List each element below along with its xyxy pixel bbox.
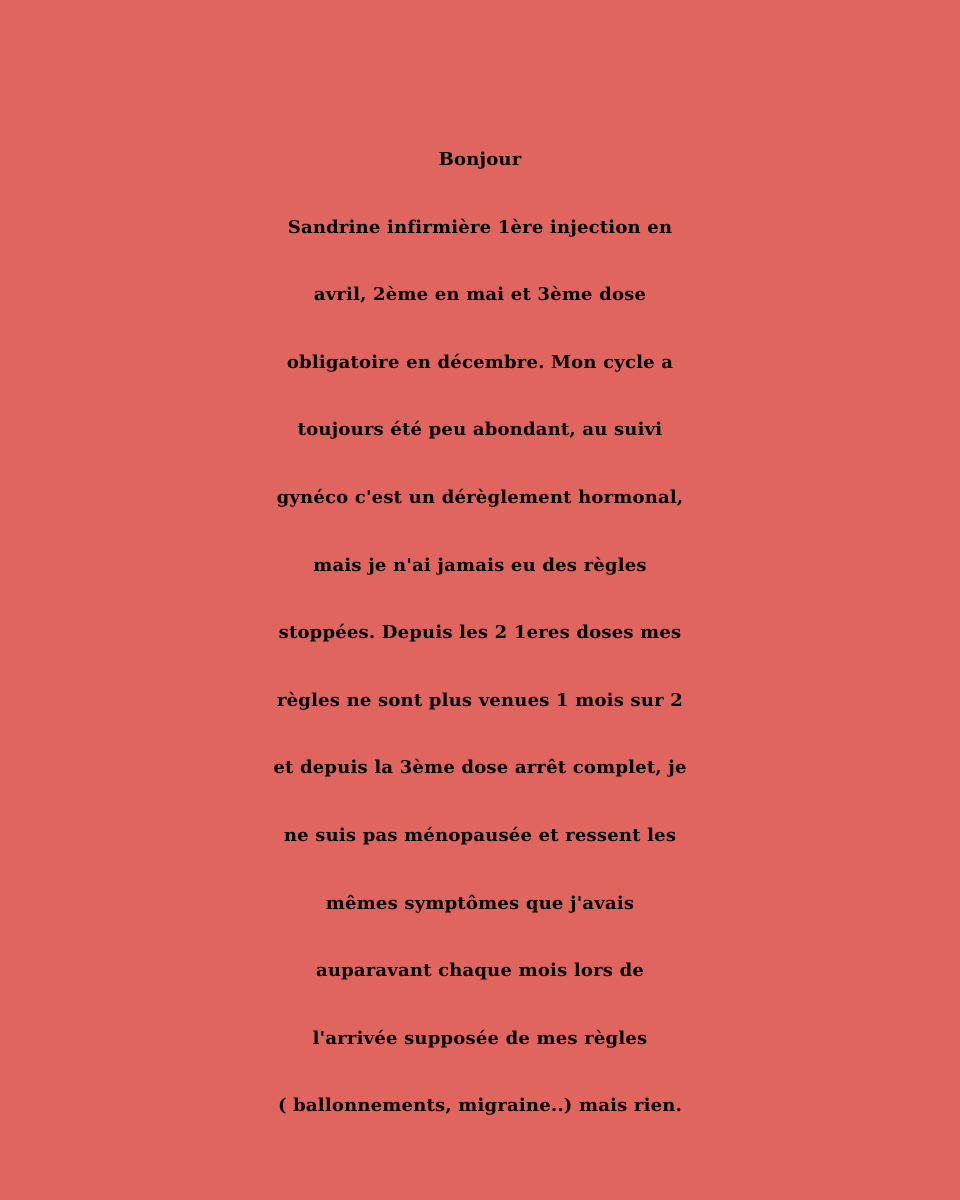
text-line: obligatoire en décembre. Mon cycle a [286, 351, 674, 373]
text-line: toujours été peu abondant, au suivi [297, 419, 663, 441]
text-line: et depuis la 3ème dose arrêt complet, je [273, 757, 687, 779]
text-line: ( ballonnements, migraine..) mais rien. [277, 1095, 683, 1117]
text-line: gynéco c'est un dérèglement hormonal, [276, 486, 684, 508]
text-line: mêmes symptômes que j'avais [325, 892, 635, 914]
text-line: avril, 2ème en mai et 3ème dose [313, 284, 647, 306]
testimony-text [0, 126, 960, 1140]
greeting-line: Bonjour [438, 149, 522, 170]
text-line: mais je n'ai jamais eu des règles [313, 554, 647, 576]
text-line: ne suis pas ménopausée et ressent les [283, 824, 677, 846]
text-line: stoppées. Depuis les 2 1eres doses mes [278, 622, 682, 644]
text-line: l'arrivée supposée de mes règles [312, 1027, 648, 1049]
text-line: règles ne sont plus venues 1 mois sur 2 [276, 689, 684, 711]
text-line: auparavant chaque mois lors de [315, 960, 645, 982]
text-line: Sandrine infirmière 1ère injection en [287, 216, 673, 238]
